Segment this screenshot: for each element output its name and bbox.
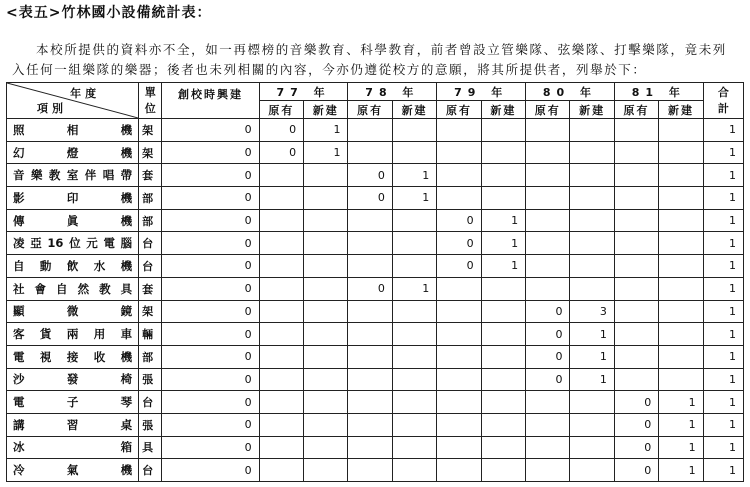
item-unit: 架 bbox=[139, 300, 162, 323]
founding-value: 0 bbox=[162, 436, 259, 459]
new-value bbox=[392, 255, 436, 278]
new-value: 1 bbox=[481, 209, 525, 232]
founding-value: 0 bbox=[162, 413, 259, 436]
original-value bbox=[526, 413, 570, 436]
original-value bbox=[614, 300, 658, 323]
original-value bbox=[259, 164, 303, 187]
item-unit: 具 bbox=[139, 436, 162, 459]
original-value: 0 bbox=[348, 187, 392, 210]
original-value bbox=[348, 368, 392, 391]
total-value: 1 bbox=[703, 255, 743, 278]
original-value bbox=[259, 300, 303, 323]
table-row bbox=[7, 368, 744, 391]
new-value bbox=[659, 255, 703, 278]
item-name: 照相機 bbox=[7, 119, 139, 142]
table-row bbox=[7, 323, 744, 346]
original-value bbox=[348, 323, 392, 346]
new-value: 1 bbox=[570, 345, 614, 368]
original-value: 0 bbox=[526, 368, 570, 391]
original-value bbox=[259, 345, 303, 368]
item-unit: 架 bbox=[139, 141, 162, 164]
original-value bbox=[259, 277, 303, 300]
original-value bbox=[437, 345, 481, 368]
new-value: 1 bbox=[659, 436, 703, 459]
original-value: 0 bbox=[614, 413, 658, 436]
new-value bbox=[392, 141, 436, 164]
founding-value: 0 bbox=[162, 391, 259, 414]
original-value: 0 bbox=[259, 141, 303, 164]
original-value bbox=[614, 187, 658, 210]
original-value bbox=[259, 368, 303, 391]
header-year-77: 77 年 bbox=[259, 83, 348, 101]
item-name: 社會自然教具 bbox=[7, 277, 139, 300]
new-value: 1 bbox=[392, 164, 436, 187]
new-value: 3 bbox=[570, 300, 614, 323]
new-value bbox=[304, 345, 348, 368]
new-value bbox=[304, 255, 348, 278]
new-value bbox=[570, 232, 614, 255]
item-name: 冰箱 bbox=[7, 436, 139, 459]
table-row bbox=[7, 232, 744, 255]
new-value bbox=[570, 436, 614, 459]
new-value bbox=[570, 391, 614, 414]
new-value bbox=[392, 232, 436, 255]
item-name: 影印機 bbox=[7, 187, 139, 210]
original-value bbox=[259, 436, 303, 459]
table-row bbox=[7, 164, 744, 187]
new-value bbox=[481, 436, 525, 459]
new-value bbox=[570, 459, 614, 482]
original-value bbox=[348, 413, 392, 436]
item-unit: 部 bbox=[139, 345, 162, 368]
item-name: 電子琴 bbox=[7, 391, 139, 414]
item-unit: 部 bbox=[139, 209, 162, 232]
original-value bbox=[437, 413, 481, 436]
original-value bbox=[437, 323, 481, 346]
founding-value: 0 bbox=[162, 277, 259, 300]
original-value bbox=[437, 436, 481, 459]
original-value bbox=[614, 277, 658, 300]
original-value bbox=[614, 119, 658, 142]
original-value: 0 bbox=[259, 119, 303, 142]
original-value bbox=[614, 209, 658, 232]
new-value bbox=[304, 436, 348, 459]
founding-value: 0 bbox=[162, 300, 259, 323]
header-year-80: 80 年 bbox=[526, 83, 615, 101]
original-value bbox=[348, 141, 392, 164]
table-row bbox=[7, 119, 744, 142]
new-value bbox=[304, 277, 348, 300]
item-unit: 台 bbox=[139, 232, 162, 255]
item-unit: 台 bbox=[139, 391, 162, 414]
total-value: 1 bbox=[703, 119, 743, 142]
original-value bbox=[259, 232, 303, 255]
header-new-78: 新建 bbox=[392, 101, 436, 119]
original-value bbox=[348, 209, 392, 232]
item-name: 講習桌 bbox=[7, 413, 139, 436]
original-value bbox=[348, 391, 392, 414]
new-value bbox=[481, 119, 525, 142]
total-value: 1 bbox=[703, 368, 743, 391]
table-header bbox=[7, 83, 744, 119]
new-value: 1 bbox=[570, 323, 614, 346]
original-value bbox=[526, 119, 570, 142]
new-value bbox=[481, 164, 525, 187]
new-value bbox=[392, 300, 436, 323]
new-value bbox=[304, 459, 348, 482]
total-value: 1 bbox=[703, 232, 743, 255]
new-value: 1 bbox=[659, 391, 703, 414]
new-value bbox=[392, 345, 436, 368]
original-value: 0 bbox=[526, 323, 570, 346]
table-row bbox=[7, 209, 744, 232]
item-unit: 台 bbox=[139, 255, 162, 278]
header-new-80: 新建 bbox=[570, 101, 614, 119]
new-value bbox=[392, 436, 436, 459]
header-unit: 單 位 bbox=[139, 83, 162, 119]
original-value: 0 bbox=[348, 164, 392, 187]
intro-text: 本校所提供的資料亦不全，如一再標榜的音樂教育、科學教育，前者曾設立管樂隊、弦樂隊、打擊樂隊，竟未列入任何一組樂隊的樂器；後者也未列相關的內容，今亦仍遵從校方的意願，將其所提供者，列舉於下： bbox=[12, 42, 727, 77]
new-value bbox=[392, 391, 436, 414]
total-value: 1 bbox=[703, 436, 743, 459]
original-value bbox=[437, 300, 481, 323]
item-unit: 張 bbox=[139, 368, 162, 391]
header-new-81: 新建 bbox=[659, 101, 703, 119]
original-value bbox=[348, 459, 392, 482]
new-value bbox=[392, 368, 436, 391]
header-year-78: 78 年 bbox=[348, 83, 437, 101]
equipment-table bbox=[6, 82, 744, 482]
item-name: 凌亞16位元電腦 bbox=[7, 232, 139, 255]
header-year-label: 年度 bbox=[70, 87, 101, 100]
header-total: 合 計 bbox=[703, 83, 743, 119]
new-value bbox=[570, 141, 614, 164]
header-year-81: 81 年 bbox=[614, 83, 703, 101]
founding-value: 0 bbox=[162, 141, 259, 164]
original-value bbox=[526, 164, 570, 187]
header-item-label: 項別 bbox=[37, 102, 67, 115]
item-unit: 套 bbox=[139, 277, 162, 300]
founding-value: 0 bbox=[162, 187, 259, 210]
original-value bbox=[526, 232, 570, 255]
new-value bbox=[304, 300, 348, 323]
item-name: 沙發椅 bbox=[7, 368, 139, 391]
item-unit: 台 bbox=[139, 459, 162, 482]
original-value: 0 bbox=[437, 209, 481, 232]
new-value bbox=[481, 277, 525, 300]
original-value: 0 bbox=[614, 391, 658, 414]
item-name: 顯微鏡 bbox=[7, 300, 139, 323]
new-value: 1 bbox=[570, 368, 614, 391]
new-value bbox=[570, 164, 614, 187]
original-value: 0 bbox=[614, 436, 658, 459]
total-value: 1 bbox=[703, 187, 743, 210]
new-value bbox=[392, 209, 436, 232]
founding-value: 0 bbox=[162, 459, 259, 482]
item-unit: 套 bbox=[139, 164, 162, 187]
original-value bbox=[348, 300, 392, 323]
new-value bbox=[659, 187, 703, 210]
new-value: 1 bbox=[481, 232, 525, 255]
original-value: 0 bbox=[437, 255, 481, 278]
table-row bbox=[7, 391, 744, 414]
new-value bbox=[659, 368, 703, 391]
new-value bbox=[570, 413, 614, 436]
original-value bbox=[259, 391, 303, 414]
new-value bbox=[481, 345, 525, 368]
founding-value: 0 bbox=[162, 209, 259, 232]
item-name: 自動飲水機 bbox=[7, 255, 139, 278]
founding-value: 0 bbox=[162, 119, 259, 142]
new-value bbox=[304, 164, 348, 187]
item-unit: 輛 bbox=[139, 323, 162, 346]
new-value bbox=[659, 141, 703, 164]
table-row bbox=[7, 459, 744, 482]
original-value bbox=[259, 187, 303, 210]
original-value bbox=[437, 141, 481, 164]
new-value bbox=[481, 413, 525, 436]
item-name: 電視接收機 bbox=[7, 345, 139, 368]
original-value bbox=[526, 187, 570, 210]
original-value bbox=[614, 164, 658, 187]
header-original-77: 原有 bbox=[259, 101, 303, 119]
new-value bbox=[481, 300, 525, 323]
original-value bbox=[526, 391, 570, 414]
original-value: 0 bbox=[526, 300, 570, 323]
new-value bbox=[304, 391, 348, 414]
new-value bbox=[659, 232, 703, 255]
original-value bbox=[614, 255, 658, 278]
header-new-79: 新建 bbox=[481, 101, 525, 119]
table-row bbox=[7, 436, 744, 459]
new-value bbox=[304, 232, 348, 255]
original-value bbox=[437, 368, 481, 391]
new-value bbox=[304, 323, 348, 346]
item-name: 冷氣機 bbox=[7, 459, 139, 482]
header-new-77: 新建 bbox=[304, 101, 348, 119]
document-title: <表五>竹林國小設備統計表： bbox=[6, 5, 212, 21]
total-value: 1 bbox=[703, 345, 743, 368]
new-value bbox=[570, 209, 614, 232]
new-value: 1 bbox=[304, 119, 348, 142]
new-value bbox=[481, 187, 525, 210]
original-value bbox=[526, 141, 570, 164]
new-value bbox=[659, 119, 703, 142]
new-value bbox=[304, 209, 348, 232]
original-value bbox=[526, 459, 570, 482]
new-value: 1 bbox=[304, 141, 348, 164]
intro-paragraph bbox=[12, 40, 740, 80]
new-value: 1 bbox=[481, 255, 525, 278]
total-value: 1 bbox=[703, 209, 743, 232]
item-name: 客貨兩用車 bbox=[7, 323, 139, 346]
new-value bbox=[570, 119, 614, 142]
item-name: 幻燈機 bbox=[7, 141, 139, 164]
original-value bbox=[437, 187, 481, 210]
founding-value: 0 bbox=[162, 323, 259, 346]
new-value bbox=[570, 277, 614, 300]
new-value bbox=[392, 413, 436, 436]
original-value: 0 bbox=[348, 277, 392, 300]
table-row bbox=[7, 345, 744, 368]
table-row bbox=[7, 277, 744, 300]
new-value bbox=[392, 323, 436, 346]
founding-value: 0 bbox=[162, 255, 259, 278]
new-value bbox=[392, 459, 436, 482]
new-value bbox=[392, 119, 436, 142]
item-unit: 部 bbox=[139, 187, 162, 210]
total-value: 1 bbox=[703, 413, 743, 436]
original-value: 0 bbox=[614, 459, 658, 482]
new-value bbox=[304, 187, 348, 210]
original-value bbox=[437, 119, 481, 142]
total-value: 1 bbox=[703, 141, 743, 164]
table-row bbox=[7, 187, 744, 210]
new-value bbox=[304, 368, 348, 391]
new-value: 1 bbox=[392, 277, 436, 300]
corner-header bbox=[7, 83, 139, 119]
total-value: 1 bbox=[703, 164, 743, 187]
original-value bbox=[614, 141, 658, 164]
original-value bbox=[348, 232, 392, 255]
original-value bbox=[259, 459, 303, 482]
item-unit: 張 bbox=[139, 413, 162, 436]
table-row bbox=[7, 300, 744, 323]
original-value bbox=[259, 413, 303, 436]
new-value bbox=[481, 459, 525, 482]
item-name: 音樂教室伴唱帶 bbox=[7, 164, 139, 187]
original-value bbox=[614, 323, 658, 346]
total-value: 1 bbox=[703, 391, 743, 414]
original-value bbox=[526, 209, 570, 232]
original-value bbox=[437, 164, 481, 187]
header-original-79: 原有 bbox=[437, 101, 481, 119]
total-value: 1 bbox=[703, 300, 743, 323]
new-value bbox=[304, 413, 348, 436]
new-value bbox=[481, 141, 525, 164]
founding-value: 0 bbox=[162, 232, 259, 255]
new-value bbox=[570, 255, 614, 278]
total-value: 1 bbox=[703, 277, 743, 300]
total-value: 1 bbox=[703, 323, 743, 346]
new-value bbox=[659, 209, 703, 232]
header-original-80: 原有 bbox=[526, 101, 570, 119]
original-value bbox=[526, 436, 570, 459]
original-value bbox=[614, 368, 658, 391]
original-value bbox=[526, 255, 570, 278]
original-value bbox=[348, 255, 392, 278]
original-value bbox=[259, 255, 303, 278]
founding-value: 0 bbox=[162, 345, 259, 368]
item-name: 傳眞機 bbox=[7, 209, 139, 232]
header-year-79: 79 年 bbox=[437, 83, 526, 101]
new-value: 1 bbox=[392, 187, 436, 210]
original-value: 0 bbox=[437, 232, 481, 255]
original-value bbox=[437, 391, 481, 414]
header-founding: 創校時興建 bbox=[162, 83, 259, 119]
new-value bbox=[659, 277, 703, 300]
original-value bbox=[348, 436, 392, 459]
new-value bbox=[659, 323, 703, 346]
original-value bbox=[259, 209, 303, 232]
founding-value: 0 bbox=[162, 164, 259, 187]
new-value bbox=[570, 187, 614, 210]
original-value bbox=[437, 459, 481, 482]
original-value bbox=[614, 345, 658, 368]
new-value bbox=[659, 300, 703, 323]
original-value bbox=[614, 232, 658, 255]
original-value: 0 bbox=[526, 345, 570, 368]
table-body bbox=[7, 119, 744, 482]
original-value bbox=[348, 345, 392, 368]
new-value bbox=[481, 323, 525, 346]
new-value: 1 bbox=[659, 459, 703, 482]
new-value bbox=[659, 164, 703, 187]
founding-value: 0 bbox=[162, 368, 259, 391]
table-row bbox=[7, 141, 744, 164]
original-value bbox=[259, 323, 303, 346]
original-value bbox=[526, 277, 570, 300]
header-original-78: 原有 bbox=[348, 101, 392, 119]
header-original-81: 原有 bbox=[614, 101, 658, 119]
original-value bbox=[437, 277, 481, 300]
new-value bbox=[481, 391, 525, 414]
new-value bbox=[481, 368, 525, 391]
new-value bbox=[659, 345, 703, 368]
table-row bbox=[7, 255, 744, 278]
item-unit: 架 bbox=[139, 119, 162, 142]
new-value: 1 bbox=[659, 413, 703, 436]
total-value: 1 bbox=[703, 459, 743, 482]
table-row bbox=[7, 413, 744, 436]
original-value bbox=[348, 119, 392, 142]
